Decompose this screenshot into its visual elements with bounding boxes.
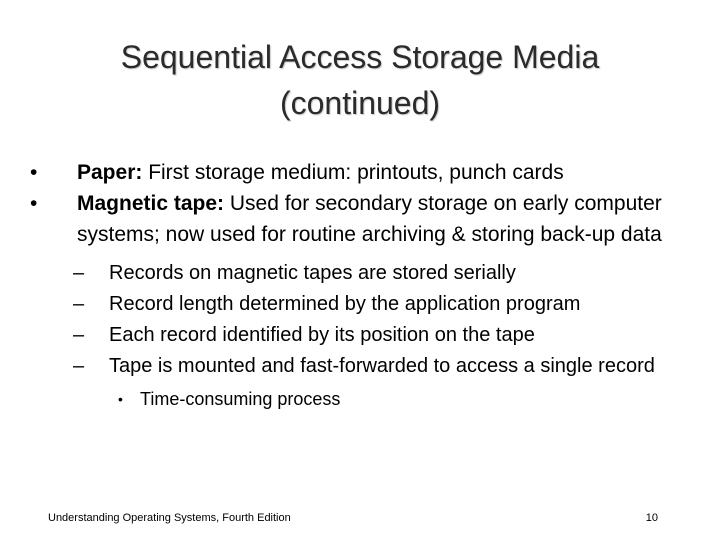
sub-bullet-list	[0, 258, 720, 414]
bullet-term: Magnetic tape:	[77, 192, 225, 215]
slide-title	[40, 34, 680, 126]
sub-bullet-item	[0, 320, 720, 351]
bullet-marker: •	[30, 192, 38, 215]
title-line-1: Sequential Access Storage Media	[120, 39, 600, 75]
sub-bullet-text: Record length determined by the application program	[109, 293, 581, 315]
bullet-term: Paper:	[77, 161, 143, 184]
bullet-paper	[0, 157, 720, 188]
sub-sub-bullet-text: Time-consuming process	[140, 389, 341, 409]
sub-bullet-text: Each record identified by its position on the tape	[109, 324, 535, 346]
slide-body	[0, 157, 720, 414]
dash-marker: –	[73, 262, 85, 284]
bullet-marker: •	[118, 391, 123, 407]
dash-marker: –	[73, 324, 85, 346]
bullet-text: First storage medium: printouts, punch cards	[142, 161, 564, 184]
sub-bullet-item	[0, 351, 720, 382]
page-number: 10	[645, 512, 658, 524]
sub-bullet-text: Tape is mounted and fast-forwarded to access a single record	[109, 355, 655, 377]
bullet-text: Used for secondary storage on early computer systems; now used for routine archiving & storing back-up data	[77, 192, 662, 246]
sub-bullet-item	[0, 289, 720, 320]
bullet-magnetic-tape	[0, 188, 720, 250]
sub-bullet-item	[0, 258, 720, 289]
slide-footer: Understanding Operating Systems, Fourth Edition	[48, 512, 291, 524]
title-line-2: (continued)	[279, 85, 441, 121]
dash-marker: –	[73, 355, 85, 377]
sub-sub-bullet-item	[0, 384, 720, 414]
dash-marker: –	[73, 293, 85, 315]
bullet-marker: •	[30, 161, 38, 184]
sub-bullet-text: Records on magnetic tapes are stored serially	[109, 262, 516, 284]
